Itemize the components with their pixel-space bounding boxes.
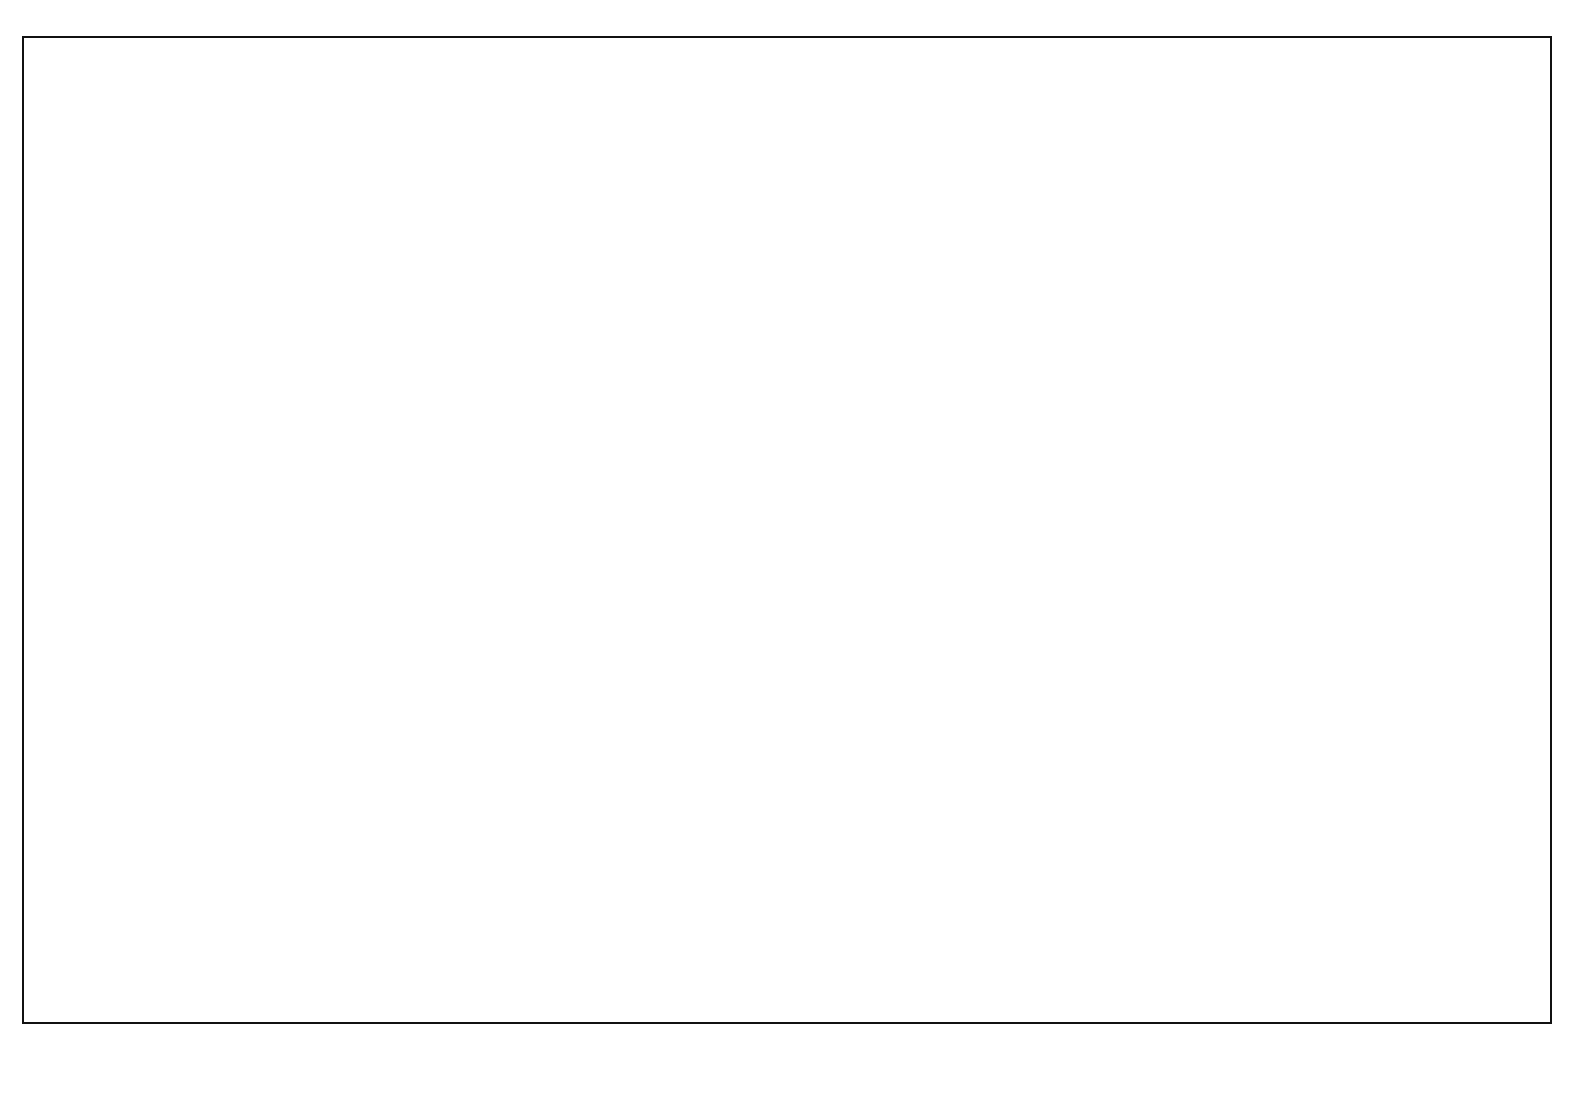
parts-grid xyxy=(22,36,1552,1024)
